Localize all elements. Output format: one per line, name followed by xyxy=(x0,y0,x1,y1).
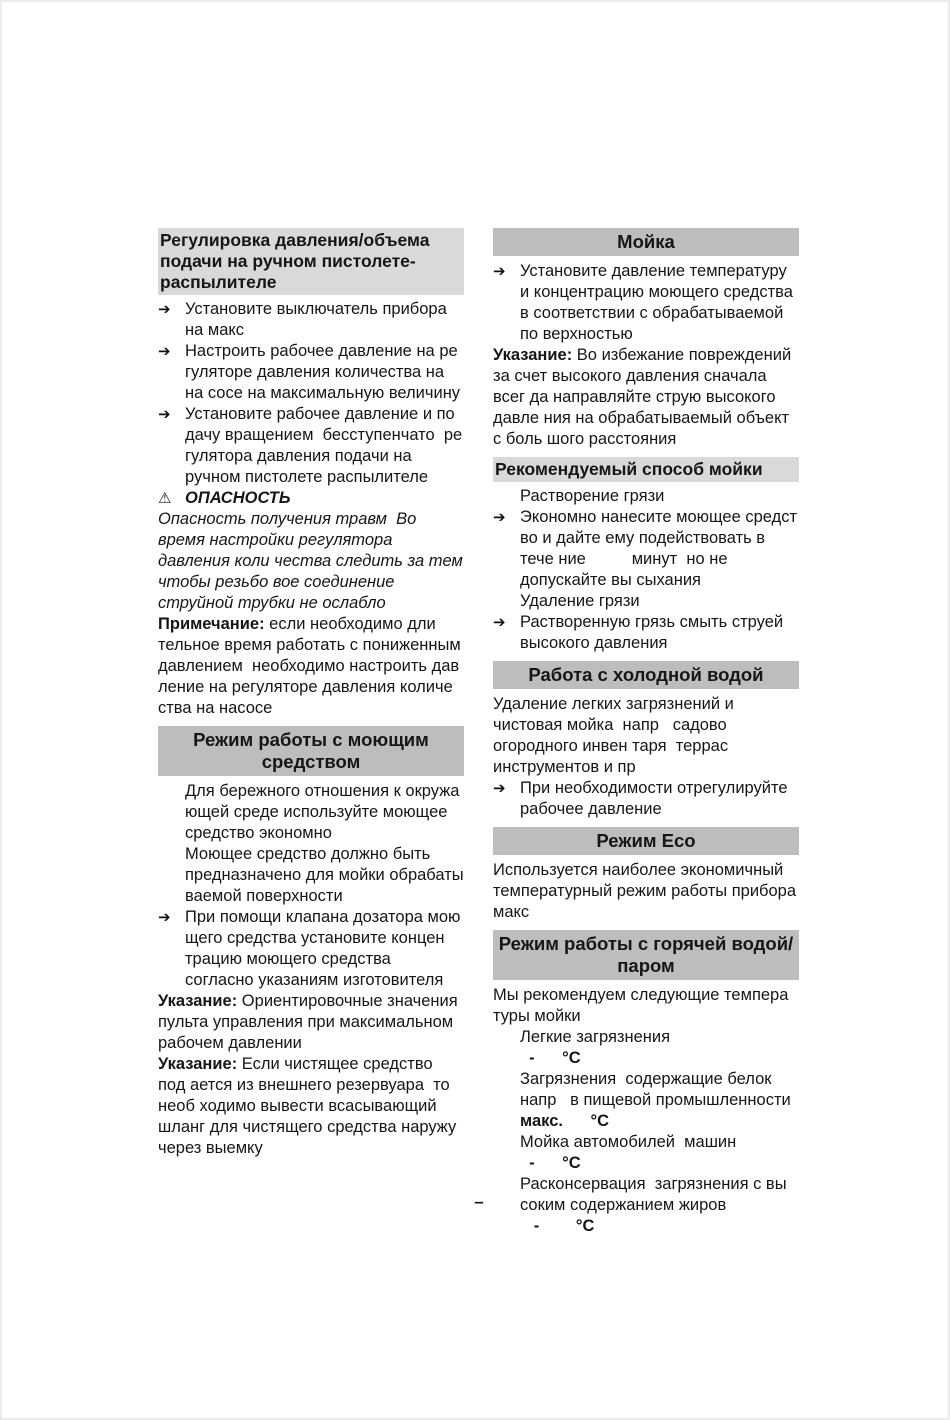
note-paragraph xyxy=(158,614,464,719)
instruction-text: Экономно нанесите моющее средст во и дайте ему подействовать в тече ние минут но не допускайте вы сыхания xyxy=(520,508,802,589)
body-paragraph: Растворение грязи xyxy=(520,487,665,505)
instruction-text: Установите выключатель прибора на макс xyxy=(185,300,452,339)
note-label: Примечание: xyxy=(158,615,265,633)
section-header-hot-water-steam xyxy=(493,930,799,980)
section-header-detergent-mode xyxy=(158,726,464,776)
instruction-text: Установите рабочее давление и по дачу вращением бесступенчато ре гулятора давления подачи на ручном пистолете распылителе xyxy=(185,405,467,486)
temperature-item: Расконсервация загрязнения с вы соким содержанием жиров xyxy=(520,1175,792,1214)
temperature-item: Легкие загрязнения xyxy=(520,1028,671,1046)
instruction-item xyxy=(158,404,467,488)
temperature-item: Загрязнения содержащие белок напр в пищевой промышленности xyxy=(520,1070,791,1109)
section-header-text: Мойка xyxy=(617,231,675,252)
note-paragraph xyxy=(493,345,799,450)
section-header-text: Режим работы с моющим средством xyxy=(193,729,434,772)
note-paragraph xyxy=(158,1054,464,1159)
body-paragraph: Для бережного отношения к окружа ющей среде используйте моющее средство экономно xyxy=(185,782,465,842)
instruction-text: Установите давление температуру и концентрацию моющего средства в соответствии с обрабатываемой по верхностью xyxy=(520,262,798,343)
section-header-recommended-method xyxy=(493,457,799,482)
instruction-text: При необходимости отрегулируйте рабочее давление xyxy=(520,779,793,818)
page-footer-dash xyxy=(158,1192,800,1212)
section-header-text: Регулировка давления/объема подачи на ручном пистолете-распылителе xyxy=(160,230,435,292)
note-label: Указание: xyxy=(158,1055,238,1073)
right-column xyxy=(493,228,806,1237)
note-label: Указание: xyxy=(158,992,238,1010)
instruction-item xyxy=(158,299,464,341)
note-paragraph xyxy=(158,991,464,1054)
instruction-text: Растворенную грязь смыть струей высокого давления xyxy=(520,613,788,652)
arrow-icon: ➔ xyxy=(493,508,506,526)
instruction-text: При помощи клапана дозатора мою щего средства установите концен трацию моющего средства согласно указаниям изготовителя xyxy=(185,908,466,989)
temperature-value: - °C xyxy=(520,1154,581,1172)
body-paragraph: Используется наиболее экономичный температурный режим работы прибора макс xyxy=(493,861,806,921)
warning-icon: ⚠ xyxy=(158,489,172,507)
note-text: Во избежание повреждений за счет высокого давления сначала всег да направляйте струю высокого давле ния на обрабатываемый объект с боль шого расстояния xyxy=(493,346,796,448)
instruction-item xyxy=(158,341,464,404)
temperature-value: макс. °C xyxy=(520,1112,609,1130)
body-paragraph: Удаление легких загрязнений и чистовая мойка напр садово огородного инвен таря террас инструментов и пр xyxy=(493,695,739,776)
instruction-text: Настроить рабочее давление на ре гуляторе давления количества на на сосе на максимальную величину xyxy=(185,342,463,402)
section-header-text: Работа с холодной водой xyxy=(528,664,764,685)
section-header-text: Режим Eco xyxy=(596,830,696,851)
danger-text: Опасность получения травм Во время настройки регулятора давления коли чества следить за тем чтобы резьбо вое соединение струйной трубки не ослабло xyxy=(158,510,473,612)
instruction-item xyxy=(493,778,799,820)
note-label: Указание: xyxy=(493,346,573,364)
arrow-icon: ➔ xyxy=(493,262,506,280)
arrow-icon: ➔ xyxy=(493,613,506,631)
section-header-pressure-regulation xyxy=(158,228,464,295)
temperature-value: - °C xyxy=(520,1049,581,1067)
body-paragraph: Моющее средство должно быть предназначено для мойки обрабаты ваемой поверхности xyxy=(185,845,469,905)
body-paragraph: Удаление грязи xyxy=(520,592,640,610)
instruction-item xyxy=(493,507,802,591)
note-text: Если чистящее средство под ается из внешнего резервуара то необ ходимо вывести всасывающий шланг для чистящего средства наружу через выемку xyxy=(158,1055,461,1157)
section-header-text: Рекомендуемый способ мойки xyxy=(495,459,763,479)
section-header-eco-mode xyxy=(493,827,799,855)
danger-label: ОПАСНОСТЬ xyxy=(185,489,291,507)
body-paragraph: Мы рекомендуем следующие темпера туры мойки xyxy=(493,986,793,1025)
instruction-item xyxy=(493,261,799,345)
instruction-item xyxy=(158,907,464,991)
arrow-icon: ➔ xyxy=(158,300,171,318)
footer-dash-text: – xyxy=(474,1192,484,1211)
page-content xyxy=(158,228,806,1237)
danger-heading xyxy=(158,488,464,509)
arrow-icon: ➔ xyxy=(493,779,506,797)
instruction-item xyxy=(493,612,799,654)
arrow-icon: ➔ xyxy=(158,342,171,360)
arrow-icon: ➔ xyxy=(158,405,171,423)
section-header-washing xyxy=(493,228,799,256)
section-header-cold-water xyxy=(493,661,799,689)
temperature-item: Мойка автомобилей машин xyxy=(520,1133,737,1151)
temperature-value: - °C xyxy=(520,1217,595,1235)
arrow-icon: ➔ xyxy=(158,908,171,926)
left-column xyxy=(158,228,473,1159)
note-text: Ориентировочные значения пульта управления при максимальном рабочем давлении xyxy=(158,992,463,1052)
note-text: если необходимо дли тельное время работать с пониженным давлением необходимо настроить дав ление на регуляторе давления количе ства на насосе xyxy=(158,615,466,717)
section-header-text: Режим работы с горячей водой/ паром xyxy=(498,933,799,976)
